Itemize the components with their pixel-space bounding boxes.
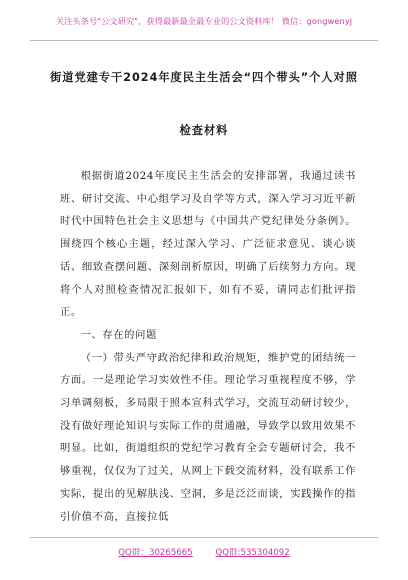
document-subtitle: 检查材料	[179, 124, 229, 137]
footer-divider	[30, 537, 378, 538]
footer-qq-group-2[interactable]: QQ群:535304092	[215, 548, 290, 558]
document-title: 街道党建专干2024年度民主生活会“四个带头”个人对照	[50, 71, 358, 84]
section-heading: 一、存在的问题	[80, 328, 157, 341]
footer-qq-group-1[interactable]: QQ群：30265665	[118, 548, 193, 558]
footer	[0, 546, 408, 558]
paragraph-intro: 根据街道2024年度民主生活会的安排部署，我通过读书班、研讨交流、中心组学习及自学等方式，深入学习习近平新时代中国特色社会主义思想与《中国共产党纪律处分条例》。围绕四个核心主题，经过深入学习、广泛征求意见、谈心谈话、细致查摆问题、深刻剖析原因，明确了后续努力方向。现将个人对照检查情况汇报如下，如有不妥，请同志们批评指正。	[60, 170, 356, 319]
paragraph-section-1: （一）带头严守政治纪律和政治规矩，维护党的团结统一方面。一是理论学习实效性不佳。理论学习重视程度不够，学习单调刻板，多局限于照本宣科式学习，交流互动研讨较少，没有做好理论知识与实际工作的贯通融，导致学以致用效果不明显。比如，街道组织的党纪学习教育全会专题研讨会，我不够重视，仅仅为了过关，从网上下载交流材料，没有联系工作实际，提出的见解肤浅、空洞，多是泛泛而谈，实践操作的指引价值不高，直接拉低	[60, 351, 356, 523]
header-divider	[30, 40, 378, 41]
document-body	[60, 165, 356, 528]
header-banner: 关注头条号"公文研究"，获得最新最全最专业的公文资料库！ 微信：gongwenyj	[55, 16, 353, 26]
